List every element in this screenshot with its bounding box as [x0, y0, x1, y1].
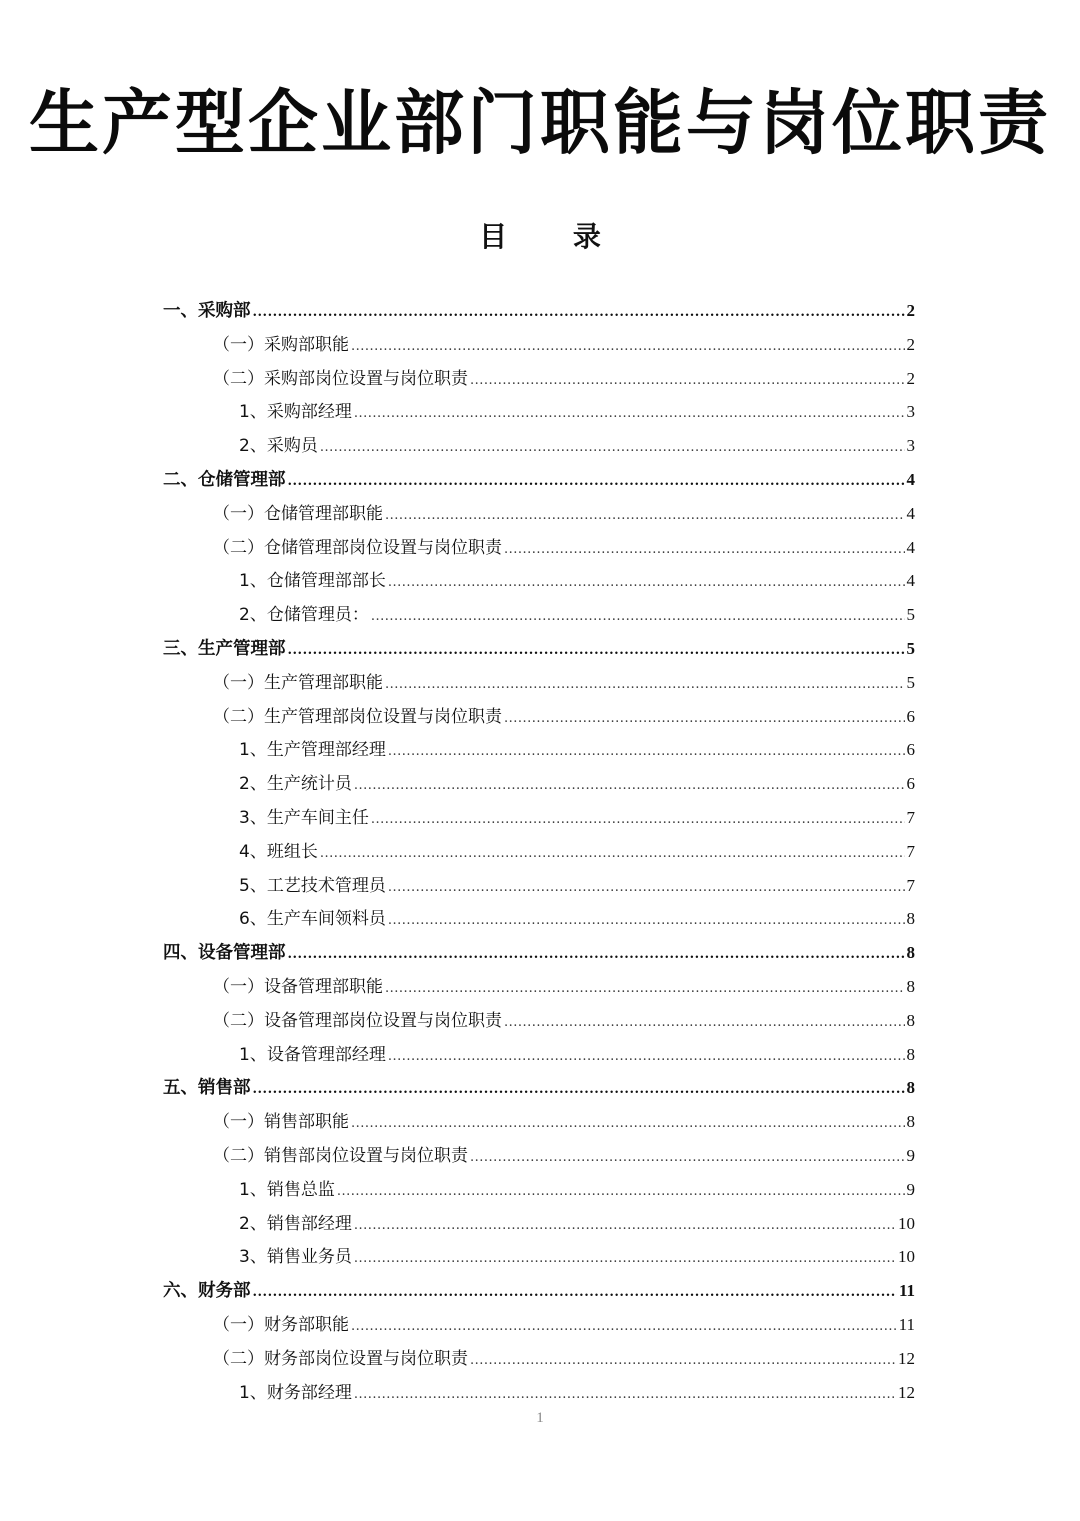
toc-entry[interactable]	[163, 497, 915, 531]
toc-entry-label: 4、班组长	[239, 841, 318, 862]
toc-entry[interactable]	[163, 1342, 915, 1376]
toc-entry[interactable]	[163, 1105, 915, 1139]
toc-entry[interactable]	[163, 1274, 915, 1308]
toc-leader-dots	[388, 566, 905, 600]
toc-entry-label: 2、销售部经理	[239, 1213, 352, 1234]
toc-entry[interactable]	[163, 1376, 915, 1410]
toc-entry[interactable]	[163, 294, 915, 328]
toc-leader-dots	[354, 397, 905, 431]
toc-entry-label: （二）生产管理部岗位设置与岗位职责	[213, 706, 502, 727]
toc-entry-page: 9	[906, 1145, 915, 1165]
toc-entry[interactable]	[163, 1240, 915, 1274]
toc-entry-page: 8	[906, 909, 915, 929]
toc-entry[interactable]	[163, 362, 915, 396]
toc-entry[interactable]	[163, 1071, 915, 1105]
toc-entry-label: 3、销售业务员	[239, 1247, 352, 1268]
toc-entry-label: 四、设备管理部	[163, 943, 286, 964]
toc-entry-label: 1、生产管理部经理	[239, 740, 386, 761]
toc-entry[interactable]	[163, 1173, 915, 1207]
toc-leader-dots	[320, 431, 905, 465]
toc-leader-dots	[351, 330, 905, 364]
toc-leader-dots	[388, 735, 905, 769]
toc-entry-label: 一、采购部	[163, 301, 251, 321]
toc-entry-label: 5、工艺技术管理员	[239, 875, 386, 896]
toc-heading: 目 录	[479, 220, 629, 253]
toc-entry-label: 三、生产管理部	[163, 638, 286, 659]
toc-entry-label: （一）仓储管理部职能	[213, 503, 383, 524]
toc-leader-dots	[320, 837, 905, 871]
toc-leader-dots	[385, 499, 905, 533]
toc-entry-page: 4	[906, 537, 915, 557]
toc-entry-label: （二）销售部岗位设置与岗位职责	[213, 1145, 468, 1166]
toc-entry[interactable]	[163, 1004, 915, 1038]
toc-leader-dots	[371, 803, 905, 837]
toc-entry-label: 五、销售部	[163, 1078, 251, 1099]
toc-entry-page: 5	[906, 638, 915, 658]
page-number: 1	[536, 1410, 544, 1426]
toc-entry-page: 9	[906, 1179, 915, 1199]
toc-leader-dots	[288, 465, 905, 499]
toc-entry-page: 11	[898, 1281, 915, 1301]
toc-leader-dots	[385, 668, 905, 702]
toc-entry-label: （二）仓储管理部岗位设置与岗位职责	[213, 537, 502, 558]
toc-leader-dots	[351, 1107, 905, 1141]
toc-leader-dots	[470, 1344, 896, 1378]
toc-leader-dots	[354, 1378, 896, 1412]
toc-leader-dots	[253, 1276, 897, 1310]
toc-leader-dots	[388, 904, 905, 938]
toc-entry-label: 2、采购员	[239, 436, 318, 457]
toc-entry-page: 12	[898, 1348, 915, 1368]
toc-entry-label: 1、仓储管理部部长	[239, 571, 386, 592]
toc-entry-page: 10	[898, 1213, 915, 1233]
toc-entry-page: 6	[906, 706, 915, 726]
toc-entry[interactable]	[163, 1139, 915, 1173]
toc-entry-label: （一）销售部职能	[213, 1112, 349, 1133]
toc-entry[interactable]	[163, 936, 915, 970]
toc-entry-page: 7	[906, 875, 915, 895]
toc-leader-dots	[288, 634, 905, 668]
toc-entry-page: 5	[906, 672, 915, 692]
toc-entry[interactable]	[163, 328, 915, 362]
toc-entry-page: 6	[906, 740, 915, 760]
toc-entry-page: 2	[906, 301, 915, 320]
toc-entry-label: （二）采购部岗位设置与岗位职责	[213, 368, 468, 389]
toc-entry[interactable]	[163, 395, 915, 429]
toc-leader-dots	[288, 938, 905, 972]
toc-entry[interactable]	[163, 801, 915, 835]
toc-entry-page: 8	[906, 943, 915, 963]
toc-entry-page: 11	[898, 1314, 915, 1334]
toc-leader-dots	[504, 1006, 905, 1040]
toc-entry-page: 8	[906, 976, 915, 996]
toc-leader-dots	[388, 1040, 905, 1074]
toc-leader-dots	[354, 769, 905, 803]
toc-entry[interactable]	[163, 564, 915, 598]
toc-entry-label: 2、生产统计员	[239, 774, 352, 795]
toc-entry[interactable]	[163, 869, 915, 903]
toc-entry[interactable]	[163, 429, 915, 463]
toc-entry-page: 4	[906, 469, 915, 489]
toc-entry-label: 3、生产车间主任	[239, 807, 369, 828]
toc-entry[interactable]	[163, 902, 915, 936]
toc-entry-label: （二）设备管理部岗位设置与岗位职责	[213, 1010, 502, 1031]
toc-entry-page: 7	[906, 807, 915, 827]
toc-entry-label: （一）财务部职能	[213, 1314, 349, 1335]
toc-entry-label: 1、财务部经理	[239, 1382, 352, 1403]
toc-entry-page: 3	[906, 436, 915, 456]
toc-entry-label: 6、生产车间领料员	[239, 909, 386, 930]
toc-entry-label: （二）财务部岗位设置与岗位职责	[213, 1348, 468, 1369]
toc-leader-dots	[253, 296, 905, 330]
toc-entry-page: 7	[906, 841, 915, 861]
toc-leader-dots	[388, 871, 905, 905]
toc-entry-label: 2、仓储管理员：	[239, 605, 369, 626]
toc-entry[interactable]	[163, 666, 915, 700]
toc-entry-label: 六、财务部	[163, 1281, 251, 1302]
toc-entry[interactable]	[163, 1308, 915, 1342]
toc-entry-page: 2	[906, 334, 915, 354]
toc-entry-page: 6	[906, 774, 915, 794]
toc-entry[interactable]	[163, 733, 915, 767]
toc-entry[interactable]	[163, 598, 915, 632]
toc-entry[interactable]	[163, 1038, 915, 1072]
toc-leader-dots	[504, 702, 905, 736]
toc-entry[interactable]	[163, 835, 915, 869]
toc-leader-dots	[351, 1310, 897, 1344]
toc-entry[interactable]	[163, 1207, 915, 1241]
toc-entry[interactable]	[163, 463, 915, 497]
toc-entry[interactable]	[163, 970, 915, 1004]
toc-entry-label: （一）设备管理部职能	[213, 976, 383, 997]
toc-leader-dots	[337, 1175, 905, 1209]
toc-leader-dots	[470, 1141, 905, 1175]
toc-entry-page: 8	[906, 1044, 915, 1064]
toc-entry-label: （一）采购部职能	[213, 334, 349, 355]
toc-entry[interactable]	[163, 767, 915, 801]
toc-entry-page: 4	[906, 571, 915, 591]
toc-leader-dots	[504, 533, 905, 567]
toc-leader-dots	[354, 1209, 896, 1243]
toc-entry-page: 10	[898, 1247, 915, 1267]
table-of-contents	[163, 294, 915, 1409]
toc-entry-label: （一）生产管理部职能	[213, 672, 383, 693]
toc-entry-label: 1、采购部经理	[239, 402, 352, 423]
toc-entry-page: 5	[906, 605, 915, 625]
document-title: 生产型企业部门职能与岗位职责	[29, 82, 1051, 164]
toc-entry-page: 2	[906, 368, 915, 388]
toc-entry-label: 1、设备管理部经理	[239, 1044, 386, 1065]
toc-entry-page: 8	[906, 1112, 915, 1132]
toc-entry-page: 4	[906, 503, 915, 523]
toc-leader-dots	[354, 1242, 896, 1276]
toc-entry-page: 8	[906, 1010, 915, 1030]
toc-entry[interactable]	[163, 632, 915, 666]
toc-leader-dots	[253, 1073, 905, 1107]
toc-leader-dots	[385, 972, 905, 1006]
toc-entry-page: 12	[898, 1382, 915, 1402]
toc-entry[interactable]	[163, 531, 915, 565]
toc-entry[interactable]	[163, 700, 915, 734]
toc-entry-label: 二、仓储管理部	[163, 469, 286, 490]
toc-entry-label: 1、销售总监	[239, 1179, 335, 1200]
toc-entry-page: 3	[906, 402, 915, 422]
toc-leader-dots	[371, 600, 905, 634]
toc-leader-dots	[470, 364, 905, 398]
toc-entry-page: 8	[906, 1078, 915, 1098]
